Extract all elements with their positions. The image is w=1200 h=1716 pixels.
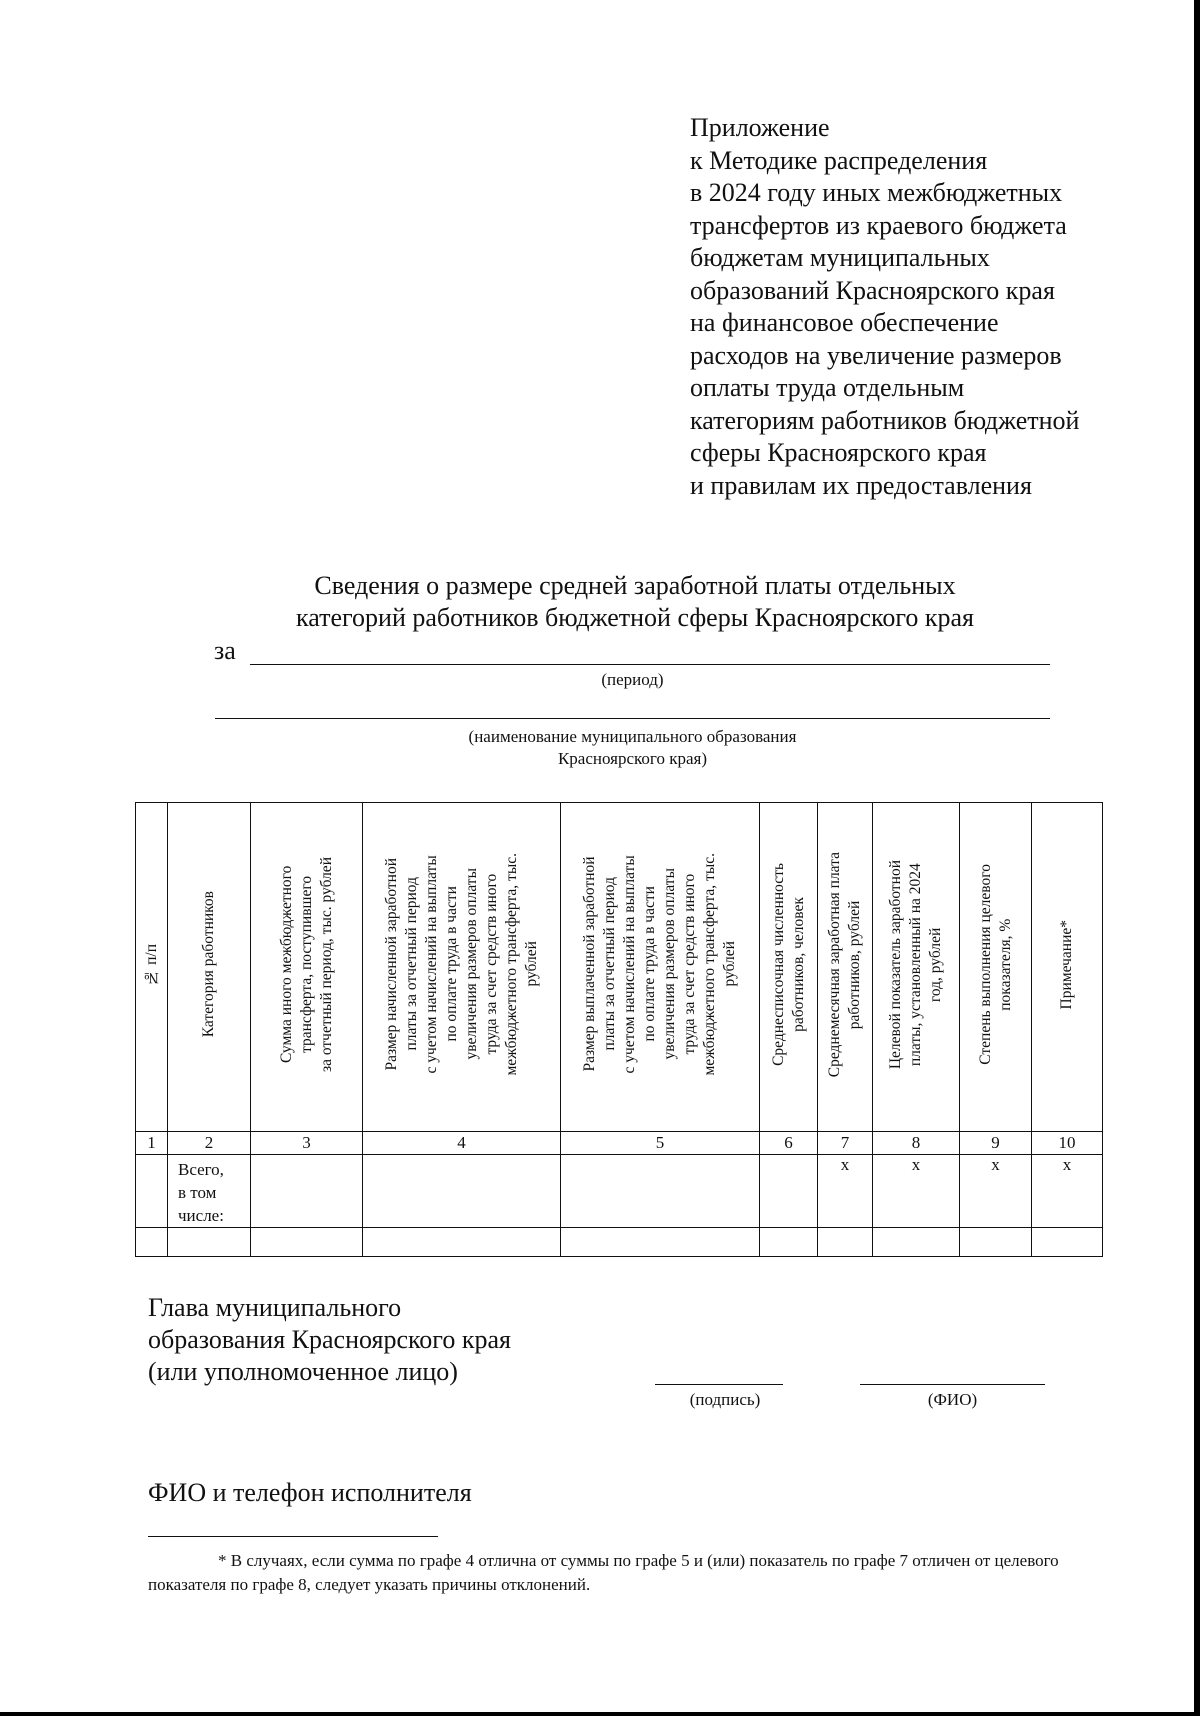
appendix-line: категориям работников бюджетной: [690, 405, 1080, 435]
appendix-line: образований Красноярского края: [690, 275, 1055, 305]
header-text: [199, 891, 219, 1037]
header-line: работников, человек: [789, 897, 807, 1032]
header-cell: [561, 803, 760, 1132]
not-applicable-mark: х: [1032, 1155, 1103, 1228]
total-label-cell: [168, 1155, 251, 1228]
header-line: Примечание*: [1058, 919, 1075, 1010]
table-cell: [363, 1228, 561, 1257]
total-label-line: числе:: [178, 1206, 224, 1225]
header-text: [769, 863, 809, 1066]
appendix-line: в 2024 году иных межбюджетных: [690, 178, 1063, 207]
signatory-block: [148, 1292, 511, 1388]
period-caption: (период): [601, 670, 664, 689]
header-line: Размер начисленной заработной: [382, 858, 400, 1071]
signatory-line: Глава муниципального: [148, 1293, 402, 1322]
column-number: 7: [818, 1132, 873, 1155]
total-label: [168, 1155, 250, 1227]
column-number: 6: [760, 1132, 818, 1155]
header-text: [277, 857, 337, 1072]
column-number: 9: [960, 1132, 1032, 1155]
title-line-1: Сведения о размере средней заработной платы отдельных: [314, 571, 956, 600]
header-cell: [136, 803, 168, 1132]
header-text: [976, 864, 1016, 1065]
header-line: платы за отчетный период: [601, 877, 618, 1052]
municipality-fill-line: [215, 718, 1050, 719]
header-text: [142, 944, 162, 986]
header-line: рублей: [522, 941, 540, 988]
column-number: 5: [561, 1132, 760, 1155]
header-text: [1057, 920, 1077, 1009]
table-cell: [873, 1228, 960, 1257]
municipality-caption-line-1: (наименование муниципального образования: [468, 727, 797, 746]
header-line: показателя, %: [996, 918, 1014, 1011]
header-line: труда за счет средств иного: [482, 874, 500, 1055]
header-text: [580, 853, 740, 1076]
municipality-caption-line-2: Красноярского края): [557, 749, 708, 768]
appendix-line: оплаты труда отдельным: [690, 373, 965, 402]
not-applicable-mark: х: [873, 1155, 960, 1228]
salary-table: [135, 802, 1103, 1257]
header-line: платы, установленный на 2024: [907, 863, 924, 1066]
appendix-line: трансфертов из краевого бюджета: [690, 210, 1067, 240]
header-text: [886, 860, 946, 1069]
header-cell: [168, 803, 251, 1132]
header-line: год, рублей: [927, 927, 944, 1002]
footnote: * В случаях, если сумма по графе 4 отлична от суммы по графе 5 и (или) показатель по графе 7 отличен от целевого показателя по графе 8, следует указать причины отклонений.: [148, 1551, 1059, 1594]
table-cell: [251, 1155, 363, 1228]
table-cell: [251, 1228, 363, 1257]
appendix-line: на финансовое обеспечение: [690, 308, 999, 337]
appendix-block: [690, 112, 1170, 502]
header-cell: [873, 803, 960, 1132]
header-text: [825, 852, 865, 1077]
column-number: 10: [1032, 1132, 1103, 1155]
header-line: труда за счет средств иного: [681, 874, 698, 1055]
table-cell: [760, 1155, 818, 1228]
appendix-line: к Методике распределения: [690, 145, 988, 175]
column-number: 3: [251, 1132, 363, 1155]
header-text: [382, 853, 542, 1076]
table-cell: [960, 1228, 1032, 1257]
column-number-row: [136, 1132, 1103, 1155]
header-cell: [760, 803, 818, 1132]
header-line: за отчетный период, тыс. рублей: [317, 856, 335, 1072]
signatory-line: (или уполномоченное лицо): [148, 1357, 458, 1386]
header-line: Сумма иного межбюджетного: [277, 865, 295, 1064]
table-row: [136, 1155, 1103, 1228]
column-number: 1: [136, 1132, 168, 1155]
appendix-line: бюджетам муниципальных: [690, 243, 990, 272]
signature-caption: (подпись): [689, 1390, 761, 1409]
column-number: 8: [873, 1132, 960, 1155]
header-line: платы за отчетный период: [402, 877, 420, 1052]
header-cell: [251, 803, 363, 1132]
table-header-row: [136, 803, 1103, 1132]
name-fill-line: [860, 1384, 1045, 1385]
table-cell: [136, 1155, 168, 1228]
column-number: 2: [168, 1132, 251, 1155]
table-cell: [136, 1228, 168, 1257]
not-applicable-mark: х: [960, 1155, 1032, 1228]
header-line: по оплате труда в части: [442, 886, 460, 1043]
header-line: работников, рублей: [846, 900, 863, 1029]
name-caption: (ФИО): [927, 1390, 978, 1409]
document-title: [140, 570, 1130, 634]
executor-label: ФИО и телефон исполнителя: [148, 1478, 472, 1507]
header-line: с учетом начислений на выплаты: [621, 855, 638, 1074]
header-cell: [363, 803, 561, 1132]
table-cell: [363, 1155, 561, 1228]
signature-fill-line: [655, 1384, 783, 1385]
header-cell: [960, 803, 1032, 1132]
appendix-line: расходов на увеличение размеров: [690, 340, 1062, 370]
appendix-line: Приложение: [690, 113, 830, 142]
header-line: трансферта, поступившего: [297, 875, 315, 1054]
signatory-line: образования Красноярского края: [148, 1325, 511, 1354]
appendix-line: сферы Красноярского края: [690, 438, 987, 467]
period-prefix: за: [214, 636, 236, 665]
header-line: Размер выплаченной заработной: [581, 856, 598, 1073]
municipality-caption: [215, 726, 1050, 770]
period-fill-line: [250, 664, 1050, 665]
header-line: межбюджетного трансферта, тыс.: [502, 853, 520, 1076]
scan-edge-bottom: [0, 1712, 1200, 1716]
header-line: № п/п: [142, 943, 160, 986]
header-cell: [1032, 803, 1103, 1132]
header-line: по оплате труда в части: [641, 886, 658, 1043]
header-line: увеличения размеров оплаты: [661, 868, 678, 1061]
header-line: Степень выполнения целевого: [976, 864, 994, 1065]
column-number: 4: [363, 1132, 561, 1155]
header-line: Среднемесячная заработная плата: [826, 851, 843, 1078]
table-row: [136, 1228, 1103, 1257]
header-line: рублей: [721, 941, 738, 988]
footnote-divider: [148, 1536, 438, 1537]
header-line: Категория работников: [200, 891, 217, 1038]
title-line-2: категорий работников бюджетной сферы Красноярского края: [296, 603, 974, 632]
table-cell: [818, 1228, 873, 1257]
not-applicable-mark: х: [818, 1155, 873, 1228]
header-line: Среднесписочная численность: [769, 863, 787, 1066]
table-cell: [760, 1228, 818, 1257]
table-cell: [561, 1228, 760, 1257]
appendix-line: и правилам их предоставления: [690, 470, 1032, 500]
total-label-line: Всего,: [178, 1160, 224, 1179]
header-line: Целевой показатель заработной: [887, 859, 904, 1070]
header-line: с учетом начислений на выплаты: [422, 855, 440, 1074]
header-line: межбюджетного трансферта, тыс.: [701, 853, 718, 1076]
total-label-line: в том: [178, 1183, 217, 1202]
header-line: увеличения размеров оплаты: [462, 868, 480, 1061]
table-cell: [561, 1155, 760, 1228]
header-cell: [818, 803, 873, 1132]
scan-edge-right: [1194, 0, 1200, 1716]
table-cell: [168, 1228, 251, 1257]
table-cell: [1032, 1228, 1103, 1257]
